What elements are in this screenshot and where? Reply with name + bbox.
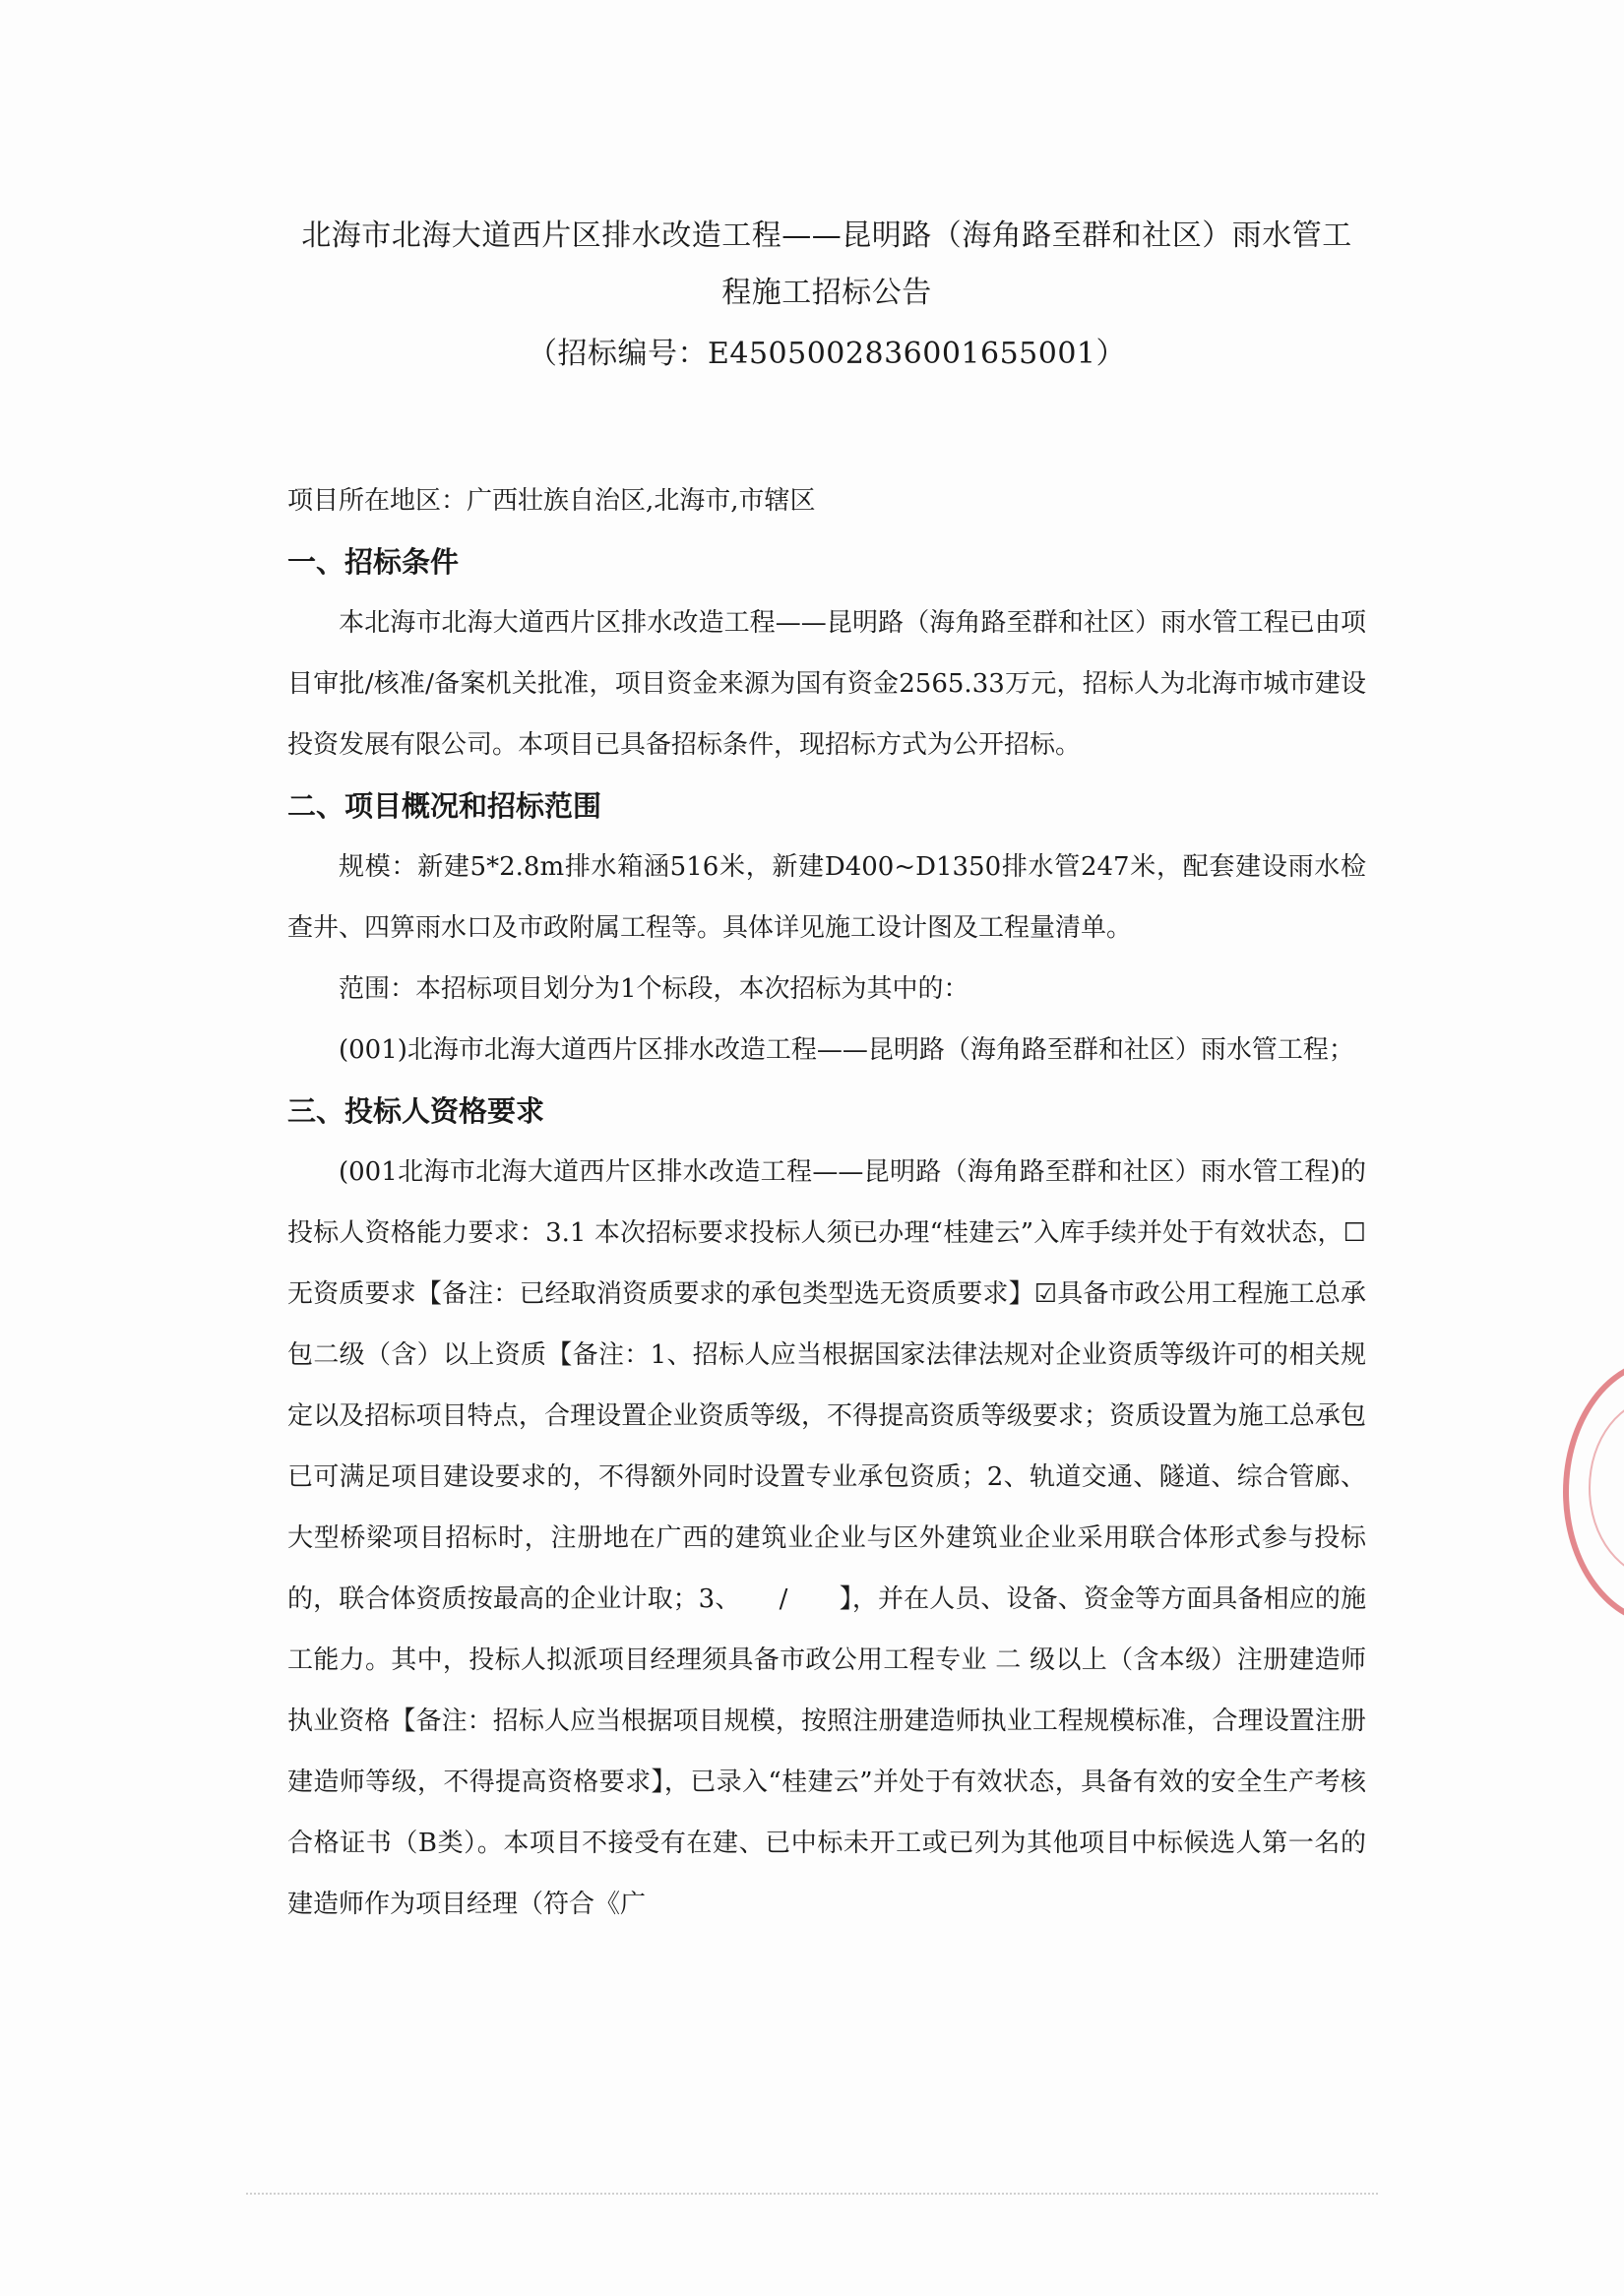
section-body-bidder-qualifications: (001北海市北海大道西片区排水改造工程——昆明路（海角路至群和社区）雨水管工程)的投标人资格能力要求：3.1 本次招标要求投标人须已办理“桂建云”入库手续并处于有效状态，☐无资质要求【备注：已经取消资质要求的承包类型选无资质要求】☑具备市政公用工程施工总承包二级（含）以上资质【备注：1、招标人应当根据国家法律法规对企业资质等级许可的相关规定以及招标项目特点，合理设置企业资质等级，不得提高资质等级要求；资质设置为施工总承包已可满足项目建设要求的，不得额外同时设置专业承包资质；2、轨道交通、隧道、综合管廊、大型桥梁项目招标时，注册地在广西的建筑业企业与区外建筑业企业采用联合体形式参与投标的，联合体资质按最高的企业计取；3、 / 】，并在人员、设备、资金等方面具备相应的施工能力。其中，投标人拟派项目经理须具备市政公用工程专业 二 级以上（含本级）注册建造师执业资格【备注：招标人应当根据项目规模，按照注册建造师执业工程规模标准，合理设置注册建造师等级，不得提高资格要求】，已录入“桂建云”并处于有效状态，具备有效的安全生产考核合格证书（B类）。本项目不接受有在建、已中标未开工或已列为其他项目中标候选人第一名的建造师作为项目经理（符合《广	[287, 1157, 1366, 1919]
document-title-line-2: 程施工招标公告	[721, 276, 932, 310]
red-seal-inner-ring	[1589, 1397, 1624, 1579]
document-title-line-1: 北海市北海大道西片区排水改造工程——昆明路（海角路至群和社区）雨水管工	[301, 218, 1352, 253]
project-scope-paragraph: 范围：本招标项目划分为1个标段，本次招标为其中的：	[339, 974, 969, 1004]
section-heading-tender-conditions: 一、招标条件	[287, 545, 460, 579]
red-seal-stamp	[1563, 1358, 1624, 1626]
tender-number: （招标编号：E4505002836001655001）	[527, 337, 1127, 371]
section-heading-bidder-qualifications: 三、投标人资格要求	[287, 1094, 545, 1128]
project-scale-paragraph: 规模：新建5*2.8m排水箱涵516米，新建D400~D1350排水管247米，配套建设雨水检查井、四箅雨水口及市政附属工程等。具体详见施工设计图及工程量清单。	[287, 852, 1366, 943]
section-heading-project-overview: 二、项目概况和招标范围	[287, 789, 602, 823]
document-body	[287, 470, 1366, 1935]
section-body-tender-conditions: 本北海市北海大道西片区排水改造工程——昆明路（海角路至群和社区）雨水管工程已由项目审批/核准/备案机关批准，项目资金来源为国有资金2565.33万元，招标人为北海市城市建设投资发展有限公司。本项目已具备招标条件，现招标方式为公开招标。	[287, 608, 1366, 760]
lot-description-paragraph: (001)北海市北海大道西片区排水改造工程——昆明路（海角路至群和社区）雨水管工程；	[339, 1035, 1354, 1065]
scan-artifact-line	[246, 2193, 1378, 2195]
project-location: 项目所在地区：广西壮族自治区,北海市,市辖区	[287, 486, 816, 516]
